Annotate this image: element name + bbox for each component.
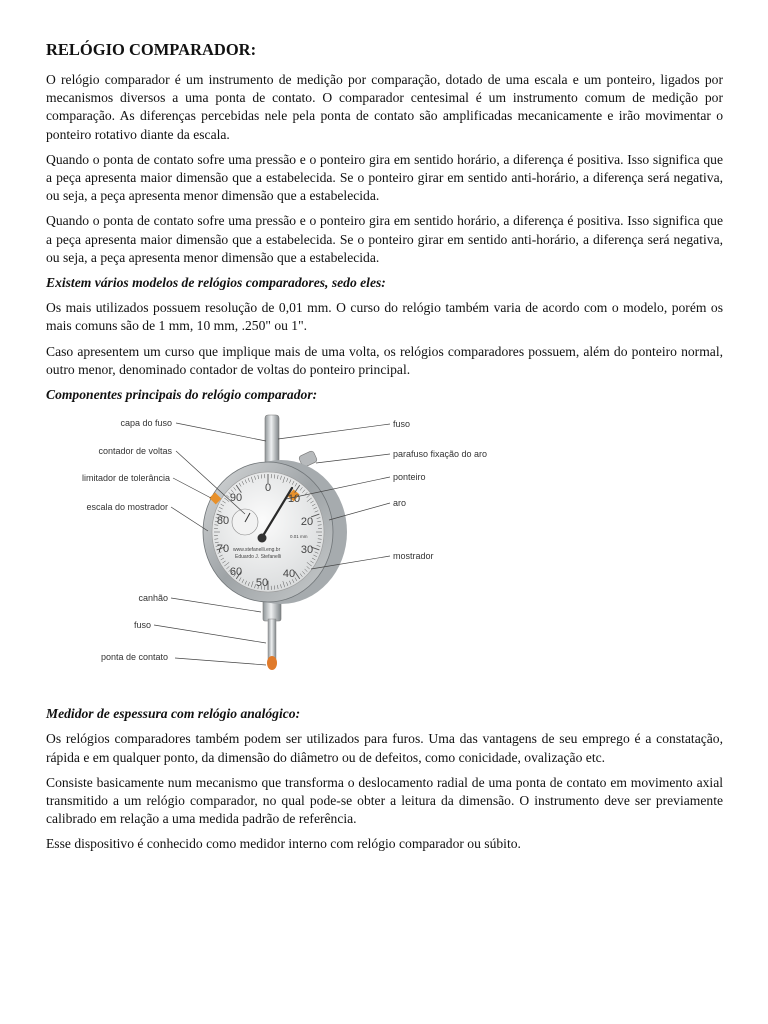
- paragraph-intro: O relógio comparador é um instrumento de medição por comparação, dotado de uma escala e um ponteiro, ligados por mecanismos diversos a uma ponta de contato. O comparador centesimal é um instrumento comum de medição por comparação. As diferenças percebidas nele pela ponta de contato são amplificadas mecanicamente e irão movimentar o ponteiro rotativo diante da escala.: [46, 72, 723, 142]
- paragraph-turn-counter: Caso apresentem um curso que implique mais de uma volta, os relógios comparadores possuem, além do ponteiro normal, outro menor, denominado contador de voltas do ponteiro principal.: [46, 343, 723, 377]
- dial-text-unit: 0.01 mm: [290, 534, 308, 540]
- label-dial-face: mostrador: [393, 551, 434, 562]
- dial-number-50: 50: [255, 577, 269, 590]
- paragraph-positive-difference: Quando o ponta de contato sofre uma pressão e o ponteiro gira em sentido horário, a diferença é positiva. Isso significa que a peça apresenta maior dimensão que a estabelecida. Se o ponteiro girar em sentido anti-horário, a diferença será negativa, ou seja, a peça apresenta menor dimensão que a estabelecida.: [46, 151, 723, 204]
- dial-text-author: Eduardo J. Stefanelli: [235, 554, 282, 561]
- dial-number-80: 80: [216, 515, 230, 528]
- label-bezel-screw: parafuso fixação do aro: [393, 449, 488, 460]
- dial-number-30: 30: [300, 544, 314, 557]
- dial-text-website: www.stefanelli.eng.br: [233, 547, 281, 554]
- document-page: [46, 40, 723, 861]
- paragraph-device-name: Esse dispositivo é conhecido como medidor interno com relógio comparador ou súbito.: [46, 836, 521, 852]
- subheading-models: Existem vários modelos de relógios comparadores, sedo eles:: [46, 275, 386, 291]
- dial-number-40: 40: [282, 568, 296, 581]
- dial-number-70: 70: [216, 543, 230, 556]
- label-spindle-cap: capa do fuso: [120, 418, 172, 429]
- dial-number-90: 90: [229, 492, 243, 505]
- label-dial-scale: escala do mostrador: [86, 502, 168, 513]
- paragraph-mechanism: Consiste basicamente num mecanismo que transforma o deslocamento radial de uma ponta de contato em movimento axial transmitido a um relógio comparador, no qual pode-se obter a leitura da dimensão. O instrumento deve ser previamente calibrado em relação a uma medida padrão de referência.: [46, 774, 723, 827]
- label-bezel: aro: [393, 498, 407, 509]
- label-stem-sleeve: canhão: [138, 593, 168, 604]
- label-pointer: ponteiro: [393, 472, 426, 483]
- label-tolerance-limiter: limitador de tolerância: [81, 473, 170, 484]
- label-spindle-left: fuso: [133, 620, 151, 631]
- label-spindle-right: fuso: [393, 419, 411, 430]
- subheading-thickness-gauge: Medidor de espessura com relógio analógico:: [46, 706, 301, 722]
- dial-number-20: 20: [300, 516, 314, 529]
- label-revolution-counter: contador de voltas: [98, 446, 172, 457]
- dial-indicator-illustration: [46, 411, 723, 689]
- dial-indicator-diagram: [46, 411, 723, 689]
- paragraph-positive-difference-repeat: Quando o ponta de contato sofre uma pressão e o ponteiro gira em sentido horário, a diferença é positiva. Isso significa que a peça apresenta maior dimensão que a estabelecida. Se o ponteiro girar em sentido anti-horário, a diferença será negativa, ou seja, a peça apresenta menor dimensão que a estabelecida.: [46, 213, 723, 265]
- pointer-hub: [258, 534, 267, 543]
- paragraph-bores: Os relógios comparadores também podem ser utilizados para furos. Uma das vantagens de seu emprego é a constatação, rápida e em qualquer ponto, da dimensão do diâmetro ou de defeitos, como conicidade, ovalização etc.: [46, 731, 723, 765]
- subheading-components: Componentes principais do relógio comparador:: [46, 387, 318, 403]
- page-title: RELÓGIO COMPARADOR:: [46, 40, 257, 59]
- label-contact-tip: ponta de contato: [100, 652, 168, 663]
- dial-number-60: 60: [229, 566, 243, 579]
- spindle-rod: [268, 619, 276, 659]
- paragraph-resolution: Os mais utilizados possuem resolução de 0,01 mm. O curso do relógio também varia de acordo com o modelo, porém os mais comuns são de 1 mm, 10 mm, .250" ou 1".: [46, 300, 723, 334]
- dial-number-0: 0: [264, 482, 272, 495]
- contact-tip: [267, 656, 277, 670]
- dial-number-10: 10: [287, 493, 301, 506]
